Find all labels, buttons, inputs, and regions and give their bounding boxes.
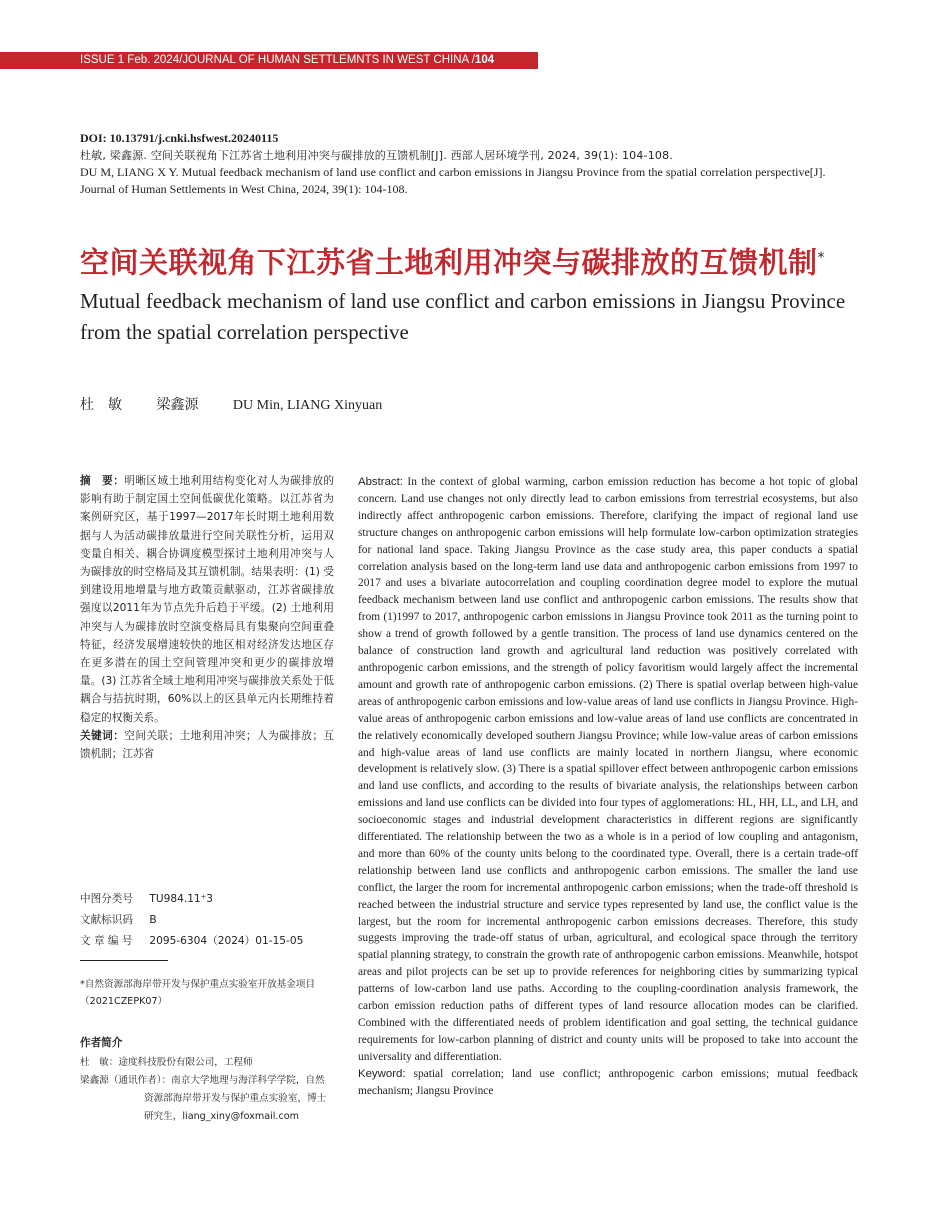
- bio-heading: 作者简介: [80, 1037, 123, 1049]
- citation-block: [80, 130, 858, 198]
- keywords-en-text: spatial correlation; land use conflict; anthropogenic carbon emissions; mutual feedback mechanism; Jiangsu Province: [358, 1067, 858, 1097]
- classification-meta: [80, 889, 340, 952]
- author-line: [80, 394, 382, 414]
- bio-author-1: 杜 敏：途度科技股份有限公司，工程师: [80, 1057, 253, 1068]
- abstract-cn-text: 明晰区域土地利用结构变化对人为碳排放的影响有助于制定国土空间低碳优化策略。以江苏省为案例研究区，基于1997—2017年长时期土地利用数据与人为活动碳排放量进行空间关联性分析，运用双变量自相关、耦合协调度模型探讨土地利用冲突与人为碳排放的时空格局及其互馈机制。结果表明：(1) 受到建设用地增量与地方政策贡献驱动，江苏省碳排放强度以2011年为节点先升后趋于平缓。(2) 土地利用冲突与人为碳排放时空演变格局具有集聚向空间重叠特征，经济发展增速较快的地区相对经济发达地区存在更多潜在的国土空间管理冲突和更少的碳排放增量。(3) 江苏省全域土地利用冲突与碳排放关系处于低耦合与拮抗时期，60%以上的区县单元内长期维持着稳定的权衡关系。: [80, 475, 335, 724]
- doi-link[interactable]: DOI: 10.13791/j.cnki.hsfwest.20240115: [80, 131, 279, 145]
- abstract-cn-label: 摘 要：: [80, 475, 125, 487]
- author-1-cn: 杜 敏: [80, 397, 122, 413]
- abstract-en-text: In the context of global warming, carbon emission reduction has become a hot topic of global concern. Land use changes not only directly lead to carbon emissions from terrestrial ecosystems, but also indirectly affect anthropogenic carbon emissions. Therefore, clarifying the impact of regional land use structure changes on anthropogenic carbon emissions will help formulate low-carbon optimization strategies for national land space. Taking Jiangsu Province as the case study area, this paper conducts a spatial correlation analysis based on the long-term land use data and anthropogenic carbon emissions from 1997 to 2017 and uses a bivariate autocorrelation and coupling coordination degree model to explore the mutual feedback mechanism between land use conflict and anthropogenic carbon emissions. The results show that from (1)1997 to 2017, anthropogenic carbon emissions in Jiangsu Province took 2011 as the turning point to show a trend of growth followed by a gentle transition. The process of land use dynamics centered on the balance of construction land growth and agricultural land reduction was positively correlated with anthropogenic carbon emissions, and the strength of policy favoritism would largely affect the incremental amount and growth rate of anthropogenic carbon emissions. (2) There is spatial overlap between high-value areas of anthropogenic carbon emissions and low-value areas of land use conflicts in Jiangsu Province. High-value areas of anthropogenic carbon emissions and low-value areas of land use conflicts are concentrated in the relatively economically developed southern Jiangsu Province; while low-value areas of carbon emissions and high-value areas of land use conflicts are mainly located in northern Jiangsu, where economic development is relatively slow. (3) There is a spatial spillover effect between anthropogenic carbon emissions and land use conflicts, and according to the results of bivariate analysis, the relationships between carbon emissions and land use conflicts can be divided into four types of agglomerations: HL, HH, LL, and LH, and socioeconomic stages and industrial development characteristics in different regions are significantly differentiated. The relationship between the two as a whole is in a period of low coupling and antagonism, and more than 60% of the county units belong to the coordinated type. Overall, there is a certain trade-off relationship between land use conflicts and anthropogenic carbon emissions. The smaller the land use conflict, the larger the room for incremental anthropogenic carbon emissions; when the trade-off threshold is reached between the industrial structure and service types represented by land use, the conflict value is the largest, but the room for incremental anthropogenic carbon emissions decreases. Therefore, this study suggests improving the trade-off status of urban, agricultural, and ecological space through the territory spatial planning strategy, to constrain the growth rate of anthropogenic carbon emissions. Meanwhile, hotspot areas and pilot projects can be set up to provide references for neighboring cities by summarizing typical patterns of low-carbon land use paths. According to the coupling-coordination analysis framework, the carbon emission reduction paths of different types of land resource allocation modes can be clarified. Combined with the differentiated needs of problem identification and goal setting, the technical guidance requirements for low-carbon planning of district and county units will be proposed to take into account the universality and differentiation.: [358, 476, 858, 1063]
- journal-banner: [0, 52, 538, 69]
- doc-code-label: 文献标识码: [80, 914, 133, 926]
- page-title-cn: [80, 238, 880, 283]
- footnote-divider: [80, 960, 168, 961]
- keywords-en-label: Keyword:: [358, 1067, 406, 1080]
- doc-code-value: B: [149, 914, 157, 926]
- clc-label: 中图分类号: [80, 893, 133, 905]
- citation-cn: 杜敏, 梁鑫源. 空间关联视角下江苏省土地利用冲突与碳排放的互馈机制[J]. 西部人居环境学刊, 2024, 39(1): 104-108.: [80, 149, 674, 162]
- fund-note: *自然资源部海岸带开发与保护重点实验室开放基金项目（2021CZEPK07）: [80, 979, 316, 1007]
- banner-text: ISSUE 1 Feb. 2024/JOURNAL OF HUMAN SETTLEMNTS IN WEST CHINA /: [80, 54, 475, 66]
- page-number: 104: [474, 54, 495, 66]
- bio-author-2: 梁鑫源（通讯作者）：南京大学地理与海洋科学学院，自然资源部海岸带开发与保护重点实验室，博士研究生，liang_xiny@foxmail.com: [80, 1075, 327, 1122]
- citation-en: DU M, LIANG X Y. Mutual feedback mechanism of land use conflict and carbon emissions in Jiangsu Province from the spatial correlation perspective[J]. Journal of Human Settlements in West China, 2024, 39(1): 104-108.: [80, 165, 826, 196]
- author-2-cn: 梁鑫源: [156, 397, 199, 413]
- article-number-label: 文 章 编 号: [80, 935, 133, 947]
- abstract-en: [358, 474, 858, 1100]
- title-cn-text: 空间关联视角下江苏省土地利用冲突与碳排放的互馈机制: [80, 245, 818, 280]
- title-footnote-mark: *: [817, 250, 826, 266]
- clc-value: TU984.11⁺3: [149, 893, 213, 905]
- keywords-cn-label: 关键词：: [80, 729, 125, 742]
- abstract-cn: [80, 472, 334, 763]
- page-title-en: Mutual feedback mechanism of land use conflict and carbon emissions in Jiangsu Province from the spatial correlation perspective: [80, 289, 846, 344]
- keywords-cn-text: 空间关联；土地利用冲突；人为碳排放；互馈机制；江苏省: [80, 729, 335, 761]
- authors-en: DU Min, LIANG Xinyuan: [232, 398, 383, 413]
- abstract-en-label: Abstract:: [358, 476, 403, 488]
- author-bio: [80, 1034, 334, 1126]
- article-number-value: 2095-6304（2024）01-15-05: [149, 935, 304, 947]
